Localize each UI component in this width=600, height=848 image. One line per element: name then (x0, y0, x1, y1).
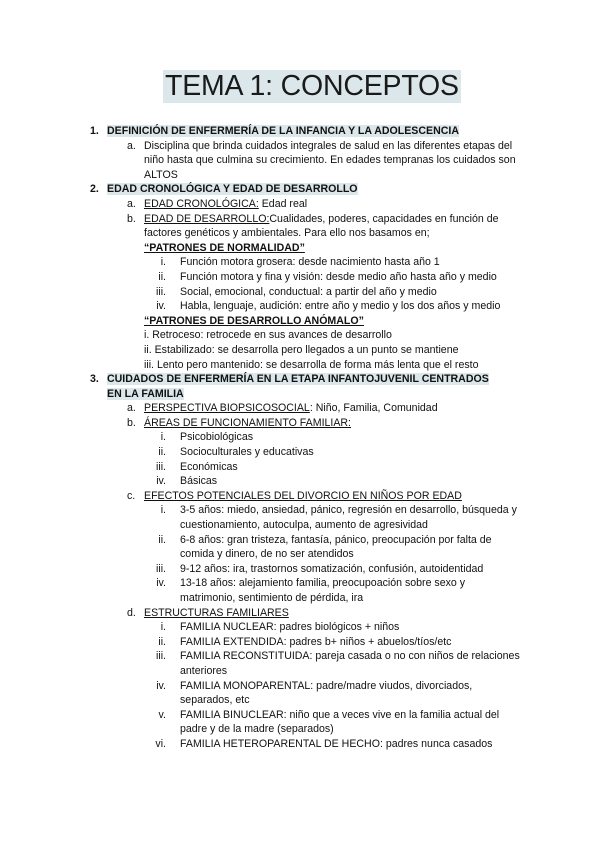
item-text: Económicas (180, 460, 238, 473)
item-marker: i. (160, 621, 166, 634)
item-text: Básicas (180, 475, 218, 488)
section-heading-3 (0, 372, 527, 401)
list-item (0, 533, 520, 562)
list-item: ii. Estabilizado: se desarrolla pero llegados a un punto se mantiene (144, 343, 459, 356)
subheading-text: “PATRONES DE DESARROLLO ANÓMALO” (144, 314, 364, 327)
document-body (0, 124, 600, 752)
item-text: FAMILIA MONOPARENTAL: padre/madre viudos, divorciados, separados, etc (180, 679, 473, 707)
item-marker: ii. (158, 635, 166, 648)
list-item: iii. Lento pero mantenido: se desarrolla de forma más lenta que el resto (144, 358, 479, 371)
item-marker: d. (127, 606, 136, 619)
section-title-continued: EN LA FAMILIA (107, 387, 184, 400)
item-text: Cualidades, poderes, capacidades en función de factores genéticos y ambientales. Para ello nos basamos en; (144, 212, 499, 240)
item-label: EFECTOS POTENCIALES DEL DIVORCIO EN NIÑOS POR EDAD (144, 489, 462, 502)
item-text: Habla, lenguaje, audición: entre año y medio y los dos años y medio (180, 300, 501, 313)
item-marker: i. (160, 256, 166, 269)
item-marker: b. (127, 416, 136, 429)
item-text: 9-12 años: ira, trastornos somatización, confusión, autoidentidad (180, 562, 484, 575)
item-label: EDAD CRONOLÓGICA: (144, 197, 259, 210)
list-item (0, 679, 520, 708)
list-item (0, 270, 520, 285)
item-marker: a. (127, 197, 136, 210)
list-item (0, 212, 516, 241)
item-text: Psicobiológicas (180, 431, 254, 444)
item-text: Disciplina que brinda cuidados integrales de salud en las diferentes etapas del niño hasta que culmina su crecimiento. En edades tempranas los cuidados son ALTOS (144, 139, 516, 181)
item-marker: iv. (156, 679, 166, 692)
list-item (0, 635, 520, 650)
item-marker: a. (127, 402, 136, 415)
item-marker: i. (160, 431, 166, 444)
list-item (0, 620, 520, 635)
section-title: CUIDADOS DE ENFERMERÍA EN LA ETAPA INFANTOJUVENIL CENTRADOS (107, 373, 489, 386)
section-number: 2. (90, 183, 99, 196)
list-item (0, 562, 520, 577)
list-item (0, 416, 516, 431)
item-text: FAMILIA RECONSTITUIDA: pareja casada o no con niños de relaciones anteriores (180, 650, 520, 677)
item-text: 13-18 años: alejamiento familia, preocupoación sobre sexo y matrimonio, sentimiento de pérdida, ira (180, 577, 466, 604)
item-marker: iv. (156, 300, 166, 313)
page-title: TEMA 1: CONCEPTOS (165, 70, 459, 102)
item-text: FAMILIA EXTENDIDA: padres b+ niños + abuelos/tíos/etc (180, 635, 452, 648)
list-item (0, 255, 520, 270)
item-marker: v. (158, 708, 166, 721)
item-marker: iv. (156, 475, 166, 488)
list-item (0, 737, 520, 752)
section-number: 3. (90, 373, 99, 386)
item-text: 6-8 años: gran tristeza, fantasía, pánico, preocupación por falta de comida y dinero, de no ser atendidos (180, 533, 492, 561)
list-item (0, 460, 520, 475)
item-text: Socioculturales y educativas (180, 446, 314, 459)
list-item (0, 401, 516, 416)
item-marker: ii. (158, 446, 166, 459)
item-text: Función motora grosera: desde nacimiento hasta año 1 (180, 256, 440, 269)
list-item: i. Retroceso: retrocede en sus avances de desarrollo (144, 329, 392, 342)
item-text: Edad real (258, 197, 308, 210)
item-marker: ii. (158, 270, 166, 283)
list-item (0, 489, 516, 504)
section-title: EDAD CRONOLÓGICA Y EDAD DE DESARROLLO (107, 183, 358, 196)
item-marker: c. (127, 489, 136, 502)
list-item (0, 285, 520, 300)
list-item (0, 503, 520, 532)
item-label: ESTRUCTURAS FAMILIARES (144, 606, 289, 619)
section-heading-1 (0, 124, 507, 139)
item-text: Social, emocional, conductual: a partir del año y medio (180, 285, 437, 298)
item-text: FAMILIA BINUCLEAR: niño que a veces vive en la familia actual del padre y de la madre (separados) (180, 708, 500, 736)
item-text: FAMILIA NUCLEAR: padres biológicos + niños (180, 621, 400, 634)
item-marker: iv. (156, 577, 166, 590)
item-marker: iii. (155, 650, 166, 663)
list-item (0, 197, 516, 212)
item-text: 3-5 años: miedo, ansiedad, pánico, regresión en desarrollo, búsqueda y cuestionamiento, autoculpa, aumento de agresividad (180, 504, 517, 532)
item-text: : Niño, Familia, Comunidad (309, 402, 438, 415)
section-heading-2 (0, 182, 507, 197)
subheading (0, 314, 524, 329)
item-marker: iii. (155, 562, 166, 575)
item-label: EDAD DE DESARROLLO: (144, 212, 270, 225)
item-marker: b. (127, 212, 136, 225)
item-text: Función motora y fina y visión: desde medio año hasta año y medio (180, 270, 497, 283)
item-marker: a. (127, 139, 136, 152)
item-text: FAMILIA HETEROPARENTAL DE HECHO: padres nunca casados (180, 737, 493, 750)
subheading (0, 241, 524, 256)
item-label: ÁREAS DE FUNCIONAMIENTO FAMILIAR: (144, 416, 352, 429)
list-item (0, 299, 520, 314)
list-item (0, 606, 516, 621)
item-marker: iii. (155, 285, 166, 298)
list-item (0, 649, 520, 678)
section-title: DEFINICIÓN DE ENFERMERÍA DE LA INFANCIA Y LA ADOLESCENCIA (107, 125, 459, 137)
list-item (0, 430, 520, 445)
item-marker: ii. (158, 533, 166, 546)
item-label: PERSPECTIVA BIOPSICOSOCIAL (144, 402, 310, 415)
section-number: 1. (90, 125, 99, 137)
list-item (0, 474, 520, 489)
list-item (0, 576, 520, 605)
item-marker: iii. (155, 460, 166, 473)
item-marker: vi. (155, 737, 166, 750)
list-item (0, 139, 516, 183)
subheading-text: “PATRONES DE NORMALIDAD” (144, 241, 305, 254)
list-item (0, 708, 520, 737)
item-marker: i. (160, 504, 166, 517)
list-item (0, 445, 520, 460)
